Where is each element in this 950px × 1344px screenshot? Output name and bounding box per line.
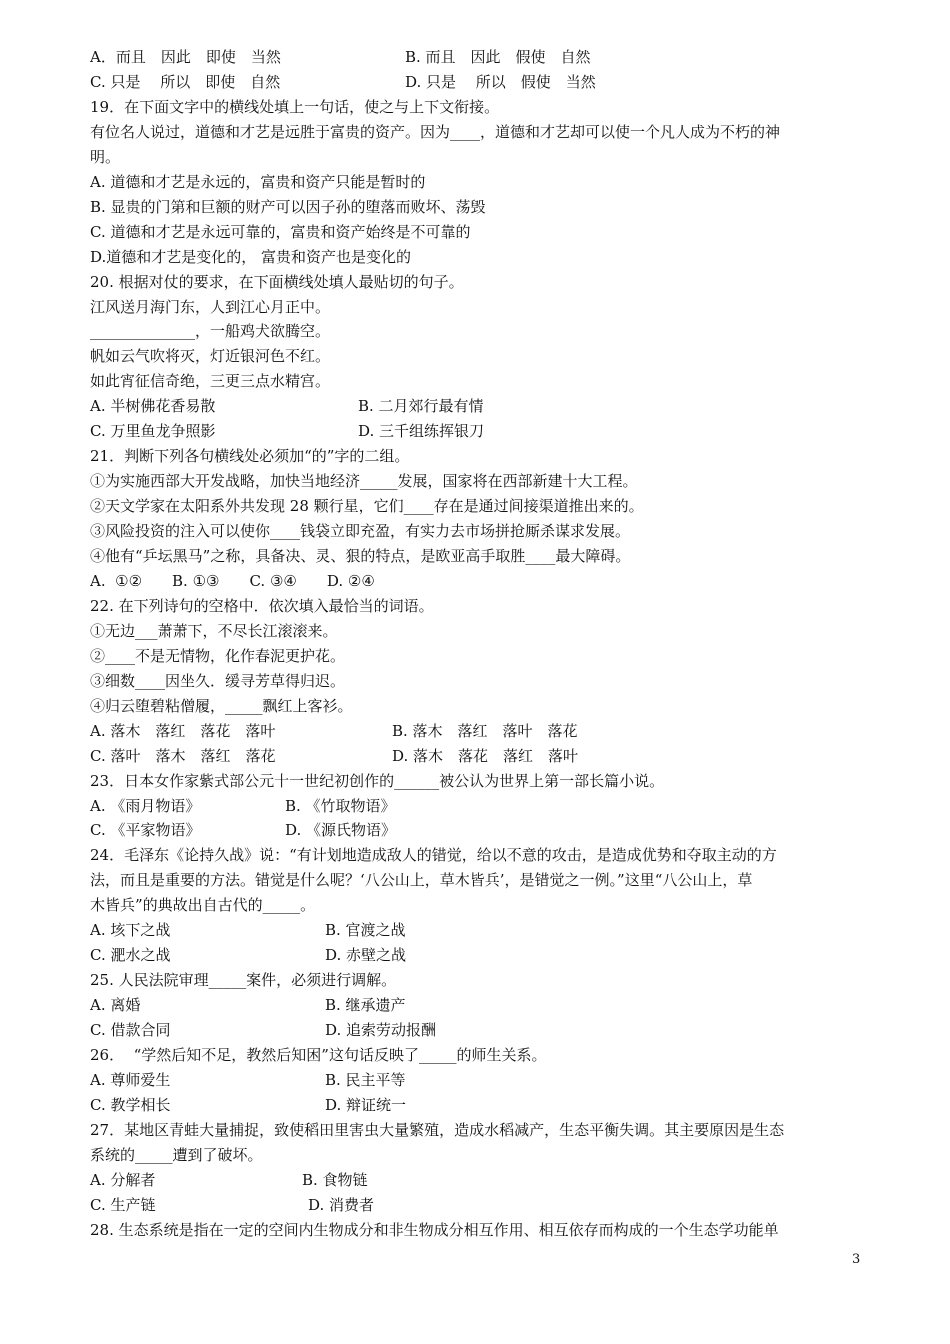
answer-options-row xyxy=(90,394,870,419)
answer-option-right: D. 辩证统一 xyxy=(325,1096,407,1114)
text-line: 有位名人说过，道德和才艺是远胜于富贵的资产。因为____，道德和才艺却可以使一个凡人成为不朽的神 xyxy=(90,123,781,141)
answer-option-left: A. 《雨月物语》 xyxy=(90,797,201,815)
answer-options-line: D.道德和才艺是变化的， 富贵和资产也是变化的 xyxy=(90,248,412,266)
answer-option-left: C. 只是 所以 即使 自然 xyxy=(90,73,281,91)
answer-options-row xyxy=(90,1193,870,1218)
answer-option-right: B. 食物链 xyxy=(302,1171,368,1189)
text-line: ①无边___萧萧下，不尽长江滚滚来。 xyxy=(90,622,338,640)
text-line: 19．在下面文字中的横线处填上一句话，使之与上下文衔接。 xyxy=(90,98,500,116)
text-line: 23．日本女作家紫式部公元十一世纪初创作的______被公认为世界上第一部长篇小说。 xyxy=(90,772,665,790)
page-number: 3 xyxy=(852,1252,861,1267)
text-line: ______________，一船鸡犬欲腾空。 xyxy=(90,322,331,340)
answer-option-right: D. 赤壁之战 xyxy=(325,946,407,964)
answer-option-right: B. 二月郊行最有情 xyxy=(358,397,484,415)
answer-option-right: D. 追索劳动报酬 xyxy=(325,1021,437,1039)
answer-option-left: C. 借款合同 xyxy=(90,1021,171,1039)
answer-option-right: D. 消费者 xyxy=(308,1196,375,1214)
answer-options-row xyxy=(90,419,870,444)
answer-option-right: D. 三千组练挥银刀 xyxy=(358,422,485,440)
answer-options-row xyxy=(90,719,870,744)
text-line: 法，而且是重要的方法。错觉是什么呢？‘八公山上，草木皆兵’，是错觉之一例。”这里“八公山上，草 xyxy=(90,871,753,889)
answer-option-right: D. 《源氏物语》 xyxy=(285,821,397,839)
answer-options-line: A. ①② B. ①③ C. ③④ D. ②④ xyxy=(90,572,375,590)
answer-options-row xyxy=(90,818,870,843)
answer-option-left: A. 尊师爱生 xyxy=(90,1071,171,1089)
answer-options-row xyxy=(90,1093,870,1118)
answer-option-left: C. 《平家物语》 xyxy=(90,821,201,839)
answer-option-left: C. 落叶 落木 落红 落花 xyxy=(90,747,276,765)
text-line: 江风送月海门东，人到江心月正中。 xyxy=(90,298,331,316)
text-line: 26． “学然后知不足，教然后知困”这句话反映了_____的师生关系。 xyxy=(90,1046,547,1064)
answer-options-row xyxy=(90,45,870,70)
answer-option-left: C. 万里鱼龙争照影 xyxy=(90,422,216,440)
answer-option-right: B. 继承遗产 xyxy=(325,996,406,1014)
answer-options-line: A. 道德和才艺是永远的，富贵和资产只能是暂时的 xyxy=(90,173,426,191)
answer-option-right: B. 民主平等 xyxy=(325,1071,406,1089)
answer-option-left: A. 垓下之战 xyxy=(90,921,171,939)
text-line: ④他有“乒坛黑马”之称，具备决、灵、狠的特点，是欧亚高手取胜____最大障碍。 xyxy=(90,547,631,565)
answer-options-row xyxy=(90,943,870,968)
answer-options-row xyxy=(90,1018,870,1043)
answer-options-row xyxy=(90,744,870,769)
answer-option-left: A. 落木 落红 落花 落叶 xyxy=(90,722,276,740)
answer-option-left: A．而且 因此 即使 当然 xyxy=(90,48,281,66)
text-line: ③细数____因坐久．缓寻芳草得归迟。 xyxy=(90,672,346,690)
text-line: ④归云堕碧粘僧履，_____飘红上客衫。 xyxy=(90,697,353,715)
answer-options-line: B. 显贵的门第和巨额的财产可以因子孙的堕落而败坏、荡毁 xyxy=(90,198,486,216)
text-line: 27．某地区青蛙大量捕捉，致使稻田里害虫大量繁殖，造成水稻减产，生态平衡失调。其主要原因是生态 xyxy=(90,1121,785,1139)
text-line: 20. 根据对仗的要求，在下面横线处填人最贴切的句子。 xyxy=(90,273,464,291)
answer-option-left: C. 淝水之战 xyxy=(90,946,171,964)
answer-option-right: D. 只是 所以 假使 当然 xyxy=(405,73,596,91)
text-line: ①为实施西部大开发战略，加快当地经济_____发展，国家将在西部新建十大工程。 xyxy=(90,472,638,490)
answer-options-row xyxy=(90,1068,870,1093)
answer-option-left: C. 生产链 xyxy=(90,1196,156,1214)
answer-option-right: B. 而且 因此 假使 自然 xyxy=(405,48,591,66)
text-line: 28. 生态系统是指在一定的空间内生物成分和非生物成分相互作用、相互依存而构成的一个生态学功能单 xyxy=(90,1221,779,1239)
answer-option-left: C. 教学相长 xyxy=(90,1096,171,1114)
answer-option-right: B. 官渡之战 xyxy=(325,921,406,939)
text-line: 22. 在下列诗句的空格中．依次填入最恰当的词语。 xyxy=(90,597,434,615)
answer-options-line: C. 道德和才艺是永远可靠的，富贵和资产始终是不可靠的 xyxy=(90,223,471,241)
text-line: 24．毛泽东《论持久战》说：“有计划地造成敌人的错觉，给以不意的攻击，是造成优势和夺取主动的方 xyxy=(90,846,777,864)
answer-option-left: A. 离婚 xyxy=(90,996,141,1014)
text-line: 25. 人民法院审理_____案件，必须进行调解。 xyxy=(90,971,397,989)
answer-options-row xyxy=(90,918,870,943)
answer-option-right: B. 《竹取物语》 xyxy=(285,797,396,815)
text-line: 帆如云气吹将灭，灯近银河色不红。 xyxy=(90,347,331,365)
answer-option-left: A. 分解者 xyxy=(90,1171,156,1189)
answer-options-row xyxy=(90,1168,870,1193)
answer-options-row xyxy=(90,993,870,1018)
text-line: ②____不是无情物，化作春泥更护花。 xyxy=(90,647,346,665)
answer-options-row xyxy=(90,70,870,95)
text-line: 明。 xyxy=(90,148,121,166)
answer-option-right: D. 落木 落花 落红 落叶 xyxy=(392,747,579,765)
text-line: 如此宵征信奇绝，三更三点水精宫。 xyxy=(90,372,331,390)
answer-options-row xyxy=(90,794,870,819)
answer-option-left: A. 半树佛花香易散 xyxy=(90,397,216,415)
answer-option-right: B. 落木 落红 落叶 落花 xyxy=(392,722,578,740)
text-line: 系统的_____遭到了破坏。 xyxy=(90,1146,263,1164)
text-line: 木皆兵”的典故出自古代的_____。 xyxy=(90,896,316,914)
text-line: 21．判断下列各句横线处必须加“的”字的二组。 xyxy=(90,447,410,465)
text-line: ②天文学家在太阳系外共发现 28 颗行星，它们____存在是通过间接渠道推出来的。 xyxy=(90,497,644,515)
text-line: ③风险投资的注入可以使你____钱袋立即充盈，有实力去市场拼抢厮杀谋求发展。 xyxy=(90,522,631,540)
